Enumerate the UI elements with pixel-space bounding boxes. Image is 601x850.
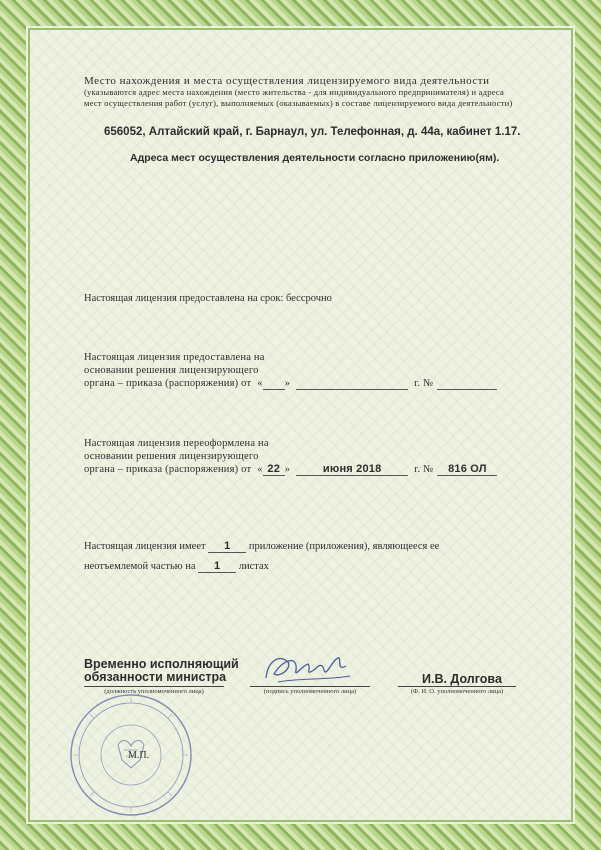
signature-underline xyxy=(250,686,370,687)
license-term xyxy=(84,293,332,304)
name-caption: (Ф. И. О. уполномоченного лица) xyxy=(410,688,504,695)
reissued-month-year: июня 2018 xyxy=(296,463,408,476)
appendix-count: 1 xyxy=(208,540,246,553)
appendix-line1 xyxy=(84,540,524,553)
term-value: бессрочно xyxy=(286,293,332,304)
granted-day xyxy=(263,377,285,390)
granted-line2: основании решения лицензирующего xyxy=(84,364,259,376)
reissued-line1: Настоящая лицензия переоформлена на xyxy=(84,438,269,449)
reissued-close-quote: » xyxy=(284,463,291,475)
granted-line3 xyxy=(84,377,524,390)
location-header xyxy=(84,75,524,108)
granted-open-quote: « xyxy=(257,377,263,389)
reissued-block xyxy=(84,438,524,476)
granted-number xyxy=(437,377,497,390)
position-line2: обязанности министра xyxy=(84,670,227,684)
address: 656052, Алтайский край, г. Барнаул, ул. Телефонная, д. 44а, кабинет 1.17. xyxy=(104,126,521,138)
activity-addresses: Адреса мест осуществления деятельности согласно приложению(ям). xyxy=(130,152,500,164)
reissued-number-label: г. № xyxy=(414,463,434,475)
reissued-number: 816 ОЛ xyxy=(437,463,497,476)
location-header-title: Место нахождения и места осуществления лицензируемого вида деятельности xyxy=(84,75,490,87)
granted-line1: Настоящая лицензия предоставлена на xyxy=(84,352,265,363)
granted-month-year xyxy=(296,377,408,390)
handwritten-signature xyxy=(258,648,358,688)
appendix-part2: приложение (приложения), являющееся ее xyxy=(248,541,440,552)
granted-block xyxy=(84,352,524,390)
position-line1: Временно исполняющий xyxy=(84,657,239,671)
reissued-line2: основании решения лицензирующего xyxy=(84,450,259,462)
signatory-name: И.В. Долгова xyxy=(422,672,502,686)
appendix-part1: Настоящая лицензия имеет xyxy=(84,541,206,552)
position-underline xyxy=(84,686,224,687)
term-label: Настоящая лицензия предоставлена на срок: xyxy=(84,293,284,304)
reissued-line3-text: органа – приказа (распоряжения) от xyxy=(84,463,252,475)
appendix-sheets: 1 xyxy=(198,560,236,573)
appendix-part4: листах xyxy=(238,561,269,572)
signatory-position xyxy=(84,658,239,684)
granted-line3-text: органа – приказа (распоряжения) от xyxy=(84,377,252,389)
reissued-open-quote: « xyxy=(257,463,263,475)
signature-caption: (подпись уполномоченного лица) xyxy=(263,688,357,695)
reissued-line3 xyxy=(84,463,524,476)
stamp-label: М.П. xyxy=(128,750,150,761)
reissued-day: 22 xyxy=(263,463,285,476)
name-underline xyxy=(398,686,516,687)
granted-close-quote: » xyxy=(284,377,291,389)
location-header-note: (указываются адрес места нахождения (место жительства - для индивидуального предпринимателя) и адреса мест осуществления работ (услуг), выполняемых (оказываемых) в составе лицензируемого вида деятельности) xyxy=(84,87,513,108)
position-caption: (должность уполномоченного лица) xyxy=(104,688,204,695)
appendix-part3: неотъемлемой частью на xyxy=(84,561,196,572)
appendix-line2 xyxy=(84,560,524,573)
granted-number-label: г. № xyxy=(414,377,434,389)
